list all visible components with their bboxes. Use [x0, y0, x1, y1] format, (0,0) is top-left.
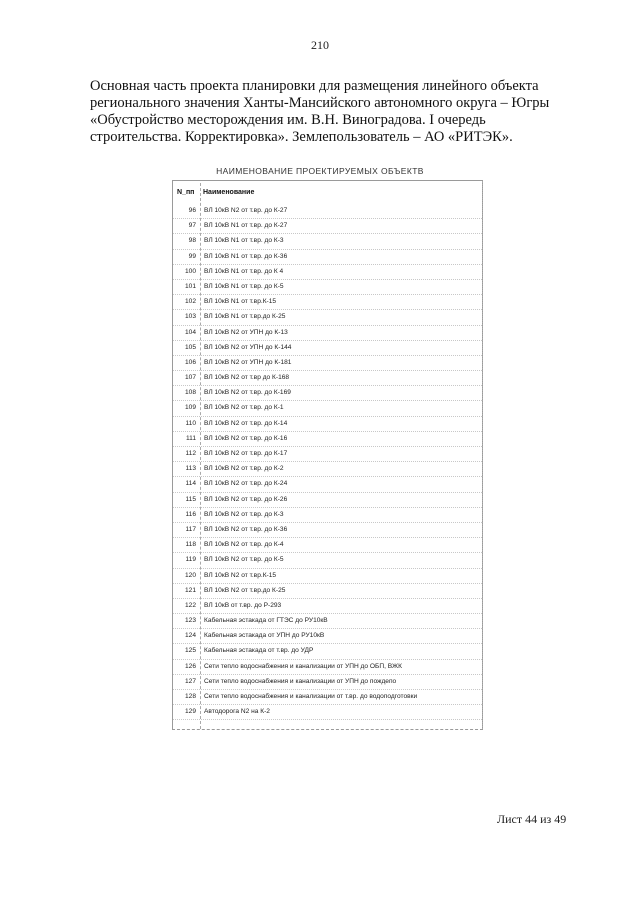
- table-row: [173, 569, 482, 584]
- row-number: 128: [184, 693, 196, 700]
- objects-table: [172, 180, 483, 730]
- row-number: 120: [184, 571, 196, 579]
- row-number: 102: [184, 298, 196, 306]
- table-row: [173, 401, 482, 416]
- row-number: 105: [184, 343, 196, 351]
- table-row: [173, 386, 482, 401]
- row-name: ВЛ 10кВ N1 от т.вр. до К-5: [204, 282, 284, 290]
- sheet-footer: Лист 44 из 49: [497, 812, 567, 826]
- row-name: Кабельная эстакада от т.вр. до УДР: [204, 647, 314, 655]
- row-number: 103: [184, 313, 196, 321]
- row-number: 111: [185, 434, 196, 442]
- table-row: [173, 295, 482, 310]
- row-name: ВЛ 10кВ N2 от т.вр.К-15: [204, 571, 277, 579]
- table-row: [173, 599, 482, 614]
- row-number: 121: [184, 586, 196, 594]
- row-number: 127: [184, 677, 196, 685]
- row-number: 129: [184, 708, 196, 716]
- table-row: [173, 477, 482, 492]
- row-name: Сети тепло водоснабжения и канализации от т.вр. до водоподготовки: [204, 693, 418, 700]
- row-name: ВЛ 10кВ N1 от т.вр. до К-3: [204, 237, 284, 245]
- row-number: 109: [184, 404, 196, 412]
- table-row: [173, 644, 482, 659]
- row-number: 113: [185, 465, 196, 473]
- row-name: ВЛ 10кВ N1 от т.вр. до К-27: [204, 222, 288, 230]
- row-number: 98: [188, 237, 196, 245]
- row-name: Кабельная эстакада от УПН до РУ10кВ: [204, 632, 325, 640]
- table-row: [173, 417, 482, 432]
- row-number: 108: [184, 389, 196, 397]
- row-name: ВЛ 10кВ N2 от т.вр. до К-169: [204, 389, 291, 397]
- row-name: ВЛ 10кВ N2 от т.вр. до К-14: [204, 419, 288, 427]
- table-row: [173, 432, 482, 447]
- table-row: [173, 447, 482, 462]
- table-row: [173, 493, 482, 508]
- table-row: [173, 705, 482, 720]
- row-name: ВЛ 10кВ N2 от т.вр. до К-26: [204, 495, 288, 503]
- row-number: 110: [185, 419, 196, 427]
- row-number: 118: [185, 541, 196, 549]
- row-number: 123: [184, 617, 196, 625]
- row-number: 115: [185, 495, 196, 503]
- column-header-number: N_пп: [177, 189, 195, 196]
- row-name: ВЛ 10кВ N2 от т.вр. до К-27: [204, 207, 288, 214]
- row-name: Автодорога N2 на К-2: [204, 708, 270, 716]
- page-number: 210: [311, 38, 329, 52]
- row-name: ВЛ 10кВ N1 от т.вр. до К 4: [204, 267, 284, 275]
- table-row: [173, 356, 482, 371]
- table-row: [173, 523, 482, 538]
- row-number: 119: [185, 556, 196, 564]
- table-row: [173, 219, 482, 234]
- table-row: [173, 371, 482, 386]
- row-number: 96: [188, 207, 196, 214]
- row-number: 106: [184, 358, 196, 366]
- row-name: ВЛ 10кВ N2 от т.вр. до К-36: [204, 525, 288, 533]
- row-number: 104: [184, 328, 196, 336]
- table-row: [173, 280, 482, 295]
- table-row: [173, 341, 482, 356]
- column-header-name: Наименование: [203, 189, 255, 196]
- table-title: НАИМЕНОВАНИЕ ПРОЕКТИРУЕМЫХ ОБЪЕКТВ: [216, 166, 424, 176]
- table-row: [173, 265, 482, 280]
- row-number: 124: [184, 632, 196, 640]
- table-row: [173, 690, 482, 705]
- row-name: ВЛ 10кВ N2 от УПН до К-181: [204, 358, 292, 366]
- row-number: 126: [184, 662, 196, 670]
- row-name: ВЛ 10кВ N2 от т.вр. до К-16: [204, 434, 288, 442]
- row-name: ВЛ 10кВ N2 от т.вр. до К-5: [204, 556, 284, 564]
- row-name: ВЛ 10кВ N2 от т.вр. до К-4: [204, 541, 284, 549]
- row-number: 112: [185, 450, 196, 457]
- table-row: [173, 508, 482, 523]
- row-name: ВЛ 10кВ N2 от т.вр. до К-1: [204, 404, 284, 412]
- table-body: [173, 204, 482, 720]
- row-name: ВЛ 10кВ N2 от УПН до К-144: [204, 343, 292, 351]
- table-row: [173, 234, 482, 249]
- document-header-text: Основная часть проекта планировки для размещения линейного объекта регионального значения Ханты-Мансийского автономного округа – Югры «Обустройство месторождения им. В.Н. Виноградова. I очередь строительства. Корректировка». Землепользователь – АО «РИТЭК».: [90, 78, 550, 145]
- row-number: 97: [188, 222, 196, 230]
- row-number: 125: [184, 647, 196, 655]
- table-row: [173, 675, 482, 690]
- row-number: 107: [184, 374, 196, 382]
- table-row: [173, 660, 482, 675]
- table-row: [173, 538, 482, 553]
- row-name: ВЛ 10кВ N2 от т.вр. до К-24: [204, 480, 288, 488]
- table-row: [173, 310, 482, 325]
- row-name: ВЛ 10кВ N1 от т.вр.до К-25: [204, 313, 286, 321]
- row-number: 122: [184, 601, 196, 609]
- row-name: ВЛ 10кВ N2 от т.вр. до К-17: [204, 450, 288, 457]
- row-name: ВЛ 10кВ N2 от т.вр до К-168: [204, 374, 290, 382]
- row-name: ВЛ 10кВ N1 от т.вр.К-15: [204, 298, 277, 306]
- table-row: [173, 553, 482, 568]
- table-row: [173, 629, 482, 644]
- row-name: Сети тепло водоснабжения и канализации от УПН до пождепо: [204, 677, 397, 685]
- row-number: 99: [188, 252, 196, 260]
- row-name: Кабельная эстакада от ГТЭС до РУ10кВ: [204, 617, 328, 625]
- row-number: 114: [185, 480, 196, 488]
- table-row: [173, 250, 482, 265]
- row-number: 101: [184, 282, 196, 290]
- table-header: [173, 187, 482, 199]
- row-name: ВЛ 10кВ N2 от т.вр. до К-3: [204, 510, 284, 518]
- table-row: [173, 204, 482, 219]
- table-row: [173, 462, 482, 477]
- row-name: Сети тепло водоснабжения и канализации от УПН до ОБП, ВЖК: [204, 662, 402, 670]
- row-name: ВЛ 10кВ N2 от т.вр.до К-25: [204, 586, 286, 594]
- row-name: ВЛ 10кВ N1 от т.вр. до К-36: [204, 252, 288, 260]
- row-number: 100: [184, 267, 196, 275]
- row-number: 117: [185, 525, 196, 533]
- table-row: [173, 584, 482, 599]
- row-name: ВЛ 10кВ от т.вр. до Р-293: [204, 601, 282, 609]
- row-number: 116: [185, 510, 196, 518]
- table-row: [173, 326, 482, 341]
- row-name: ВЛ 10кВ N2 от УПН до К-13: [204, 328, 288, 336]
- row-name: ВЛ 10кВ N2 от т.вр. до К-2: [204, 465, 284, 473]
- table-row: [173, 614, 482, 629]
